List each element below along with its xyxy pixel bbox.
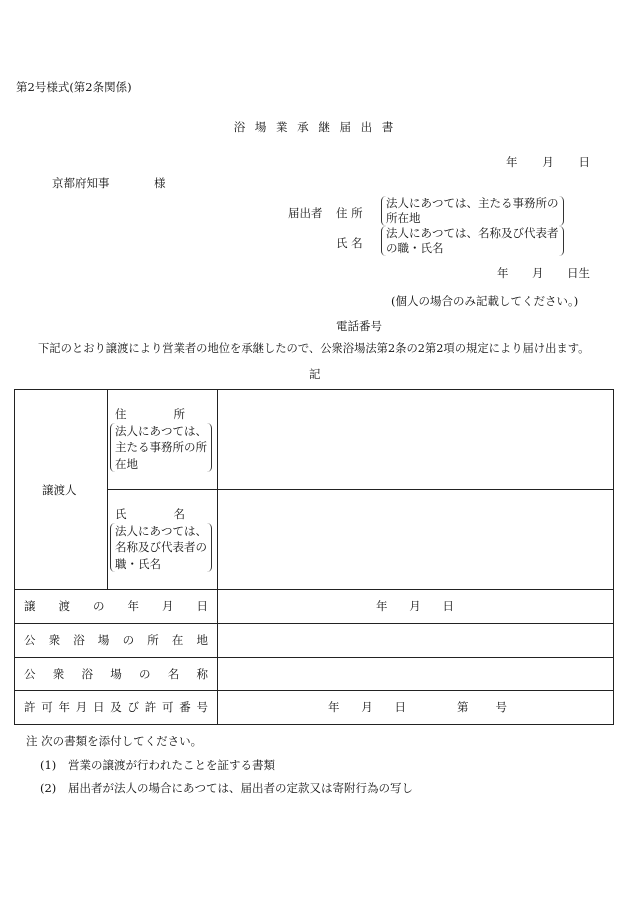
- bathhouse-location-label: 公 衆 浴 場 の 所 在 地: [24, 633, 208, 647]
- addressee-honorific: 様: [154, 176, 166, 190]
- notifier-name-note: 法人にあつては、名称及び代表者 の職・氏名: [381, 226, 564, 256]
- individual-note: (個人の場合のみ記載してください。): [391, 294, 579, 308]
- permit-number-value[interactable]: 第 号: [457, 700, 507, 714]
- transferor-address-note: 法人にあつては、 主たる事務所の所 在地: [110, 423, 212, 472]
- transferor-label: 譲渡人: [42, 483, 77, 497]
- birth-day: 日生: [567, 266, 590, 280]
- transferor-name-note: 法人にあつては、 名称及び代表者の 職・氏名: [110, 523, 212, 572]
- note-item-1-num: (1): [40, 758, 57, 772]
- birth-date: [497, 266, 590, 281]
- transfer-table: [14, 389, 614, 725]
- notes-header: 注 次の書類を添付してください。: [26, 734, 203, 748]
- notifier-label: 届出者: [288, 206, 323, 220]
- note-item-2-num: (2): [40, 781, 57, 795]
- transferor-name-label: 氏 名: [115, 507, 185, 521]
- birth-year: 年: [497, 266, 509, 280]
- phone-label: 電話番号: [336, 319, 382, 333]
- notifier-address-note: 法人にあつては、主たる事務所の 所在地: [381, 196, 564, 226]
- date-day: 日: [578, 155, 590, 169]
- note-item-1-text: 営業の譲渡が行われたことを証する書類: [68, 758, 275, 772]
- note-item-2-text: 届出者が法人の場合にあつては、届出者の定款又は寄附行為の写し: [68, 781, 413, 795]
- page-title: 浴 場 業 承 継 届 出 書: [233, 120, 397, 134]
- birth-month: 月: [532, 266, 544, 280]
- transfer-date-label: 譲 渡 の 年 月 日: [24, 599, 208, 613]
- permit-date-number-label: 許 可 年 月 日 及 び 許 可 番 号: [24, 700, 208, 714]
- transferor-address-value[interactable]: [224, 409, 604, 469]
- ki-label: 記: [309, 367, 321, 381]
- date-year: 年: [506, 155, 518, 169]
- body-text: 下記のとおり譲渡により営業者の地位を承継したので、公衆浴場法第2条の2第2項の規定により届け出ます。: [38, 342, 590, 355]
- transfer-date-value[interactable]: 年 月 日: [376, 599, 454, 613]
- bathhouse-name-label: 公 衆 浴 場 の 名 称: [24, 667, 208, 681]
- form-number: 第2号様式(第2条関係): [16, 80, 132, 94]
- permit-date-value[interactable]: 年 月 日: [328, 700, 406, 714]
- transferor-name-value[interactable]: [224, 509, 604, 569]
- transferor-address-label: 住 所: [115, 407, 185, 421]
- addressee-name: 京都府知事: [52, 176, 110, 190]
- notifier-address-label: 住 所: [336, 206, 363, 220]
- bathhouse-location-value[interactable]: [224, 629, 604, 651]
- date-month: 月: [542, 155, 554, 169]
- bathhouse-name-value[interactable]: [224, 663, 604, 685]
- notifier-name-label: 氏 名: [336, 236, 363, 250]
- submission-date: [506, 155, 590, 170]
